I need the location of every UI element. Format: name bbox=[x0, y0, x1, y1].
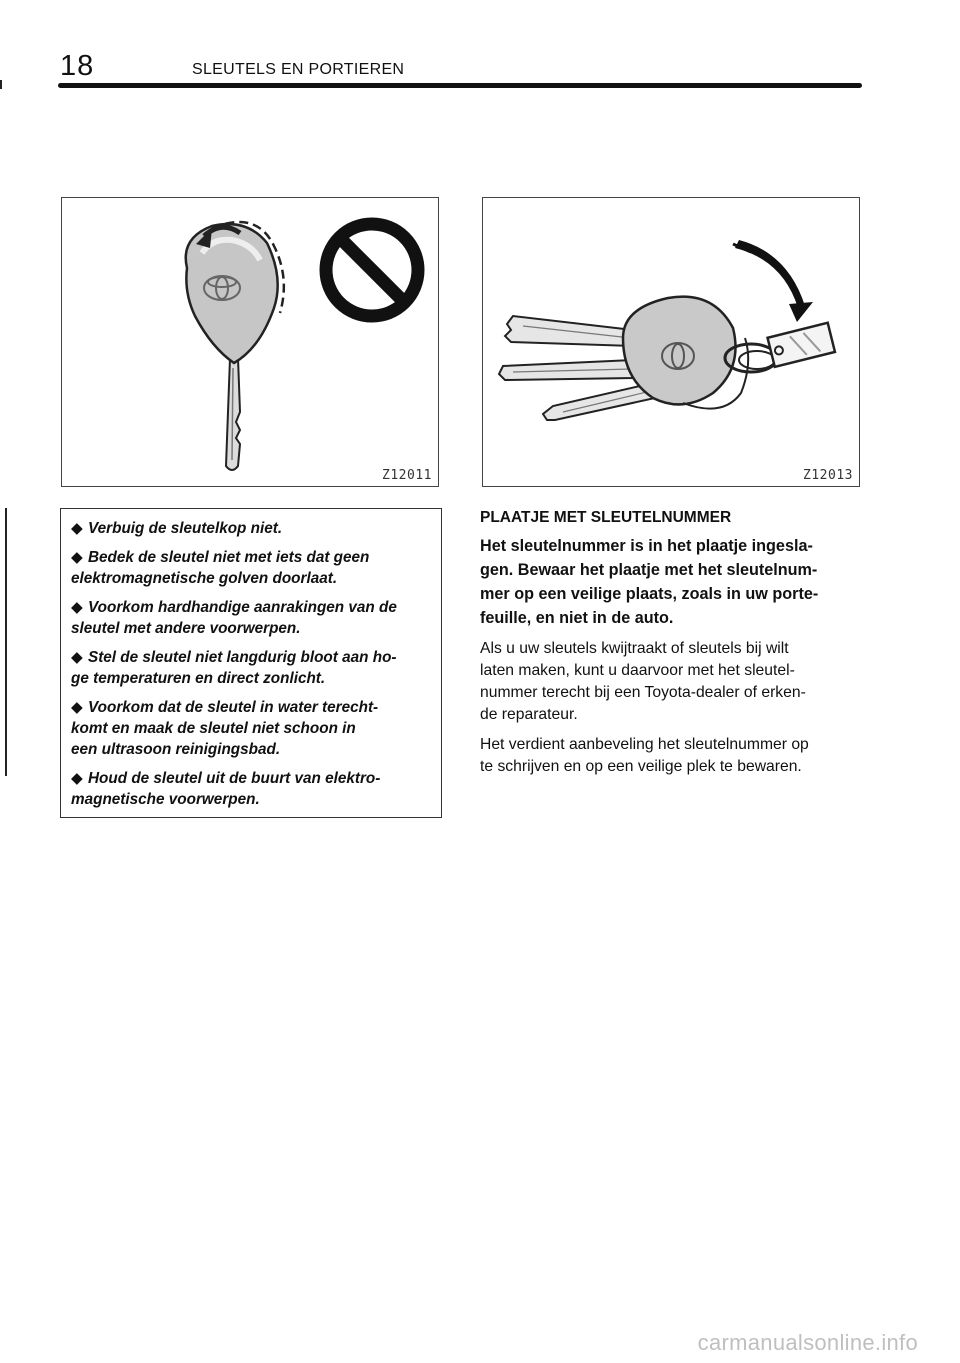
diamond-bullet-icon: ◆ bbox=[71, 520, 83, 537]
page-number: 18 bbox=[60, 50, 95, 82]
diamond-bullet-icon: ◆ bbox=[71, 649, 83, 666]
header-rule bbox=[58, 83, 862, 88]
caution-item: ◆ Voorkom hardhandige aanrakingen van de sleutel met andere voorwerpen. bbox=[71, 599, 397, 637]
running-title: SLEUTELS EN PORTIEREN bbox=[192, 61, 405, 78]
diamond-bullet-icon: ◆ bbox=[71, 699, 83, 716]
caution-item: ◆ Houd de sleutel uit de buurt van elektro‐ magnetische voorwerpen. bbox=[71, 770, 381, 808]
diamond-bullet-icon: ◆ bbox=[71, 549, 83, 566]
key-number-instruction: Het sleutelnummer is in het plaatje ingesla‐ gen. Bewaar het plaatje met het sleutelnum‐ mer op een veilige plaats, zoals in uw porte‐ feuille, en niet in de auto. bbox=[480, 537, 819, 627]
caution-item: ◆ Stel de sleutel niet langdurig bloot aan ho‐ ge temperaturen en direct zonlicht. bbox=[71, 649, 397, 687]
figure-code-left: Z12011 bbox=[382, 468, 432, 483]
caution-box bbox=[60, 508, 442, 818]
watermark: carmanualsonline.info bbox=[697, 1330, 918, 1355]
prohibition-icon bbox=[326, 224, 418, 316]
diamond-bullet-icon: ◆ bbox=[71, 599, 83, 616]
caution-item: ◆ Bedek de sleutel niet met iets dat geen elektromagnetische golven doorlaat. bbox=[71, 549, 370, 587]
caution-item: ◆ Verbuig de sleutelkop niet. bbox=[71, 520, 283, 537]
figure-key-bend-prohibited bbox=[61, 197, 439, 487]
key-bend-illustration bbox=[62, 198, 438, 486]
section-heading: PLAATJE MET SLEUTELNUMMER bbox=[480, 509, 732, 526]
caution-item: ◆ Voorkom dat de sleutel in water terecht‐ komt en maak de sleutel niet schoon in een ultrasoon reinigingsbad. bbox=[71, 699, 379, 758]
recommendation-paragraph: Het verdient aanbeveling het sleutelnummer op te schrijven en op een veilige plek te bewaren. bbox=[480, 736, 809, 775]
margin-bar bbox=[5, 508, 7, 776]
figure-code-right: Z12013 bbox=[803, 468, 853, 483]
pointer-arrow-icon bbox=[733, 240, 813, 322]
key-loss-paragraph: Als u uw sleutels kwijtraakt of sleutels bij wilt laten maken, kunt u daarvoor met het sleutel‐ nummer terecht bij een Toyota‐dealer of erken‐ de reparateur. bbox=[480, 640, 806, 723]
figure-key-number-plate bbox=[482, 197, 860, 487]
crop-mark-top-left bbox=[0, 80, 2, 89]
key-number-section bbox=[480, 508, 865, 786]
diamond-bullet-icon: ◆ bbox=[71, 770, 83, 787]
key-plate-illustration bbox=[483, 198, 859, 486]
